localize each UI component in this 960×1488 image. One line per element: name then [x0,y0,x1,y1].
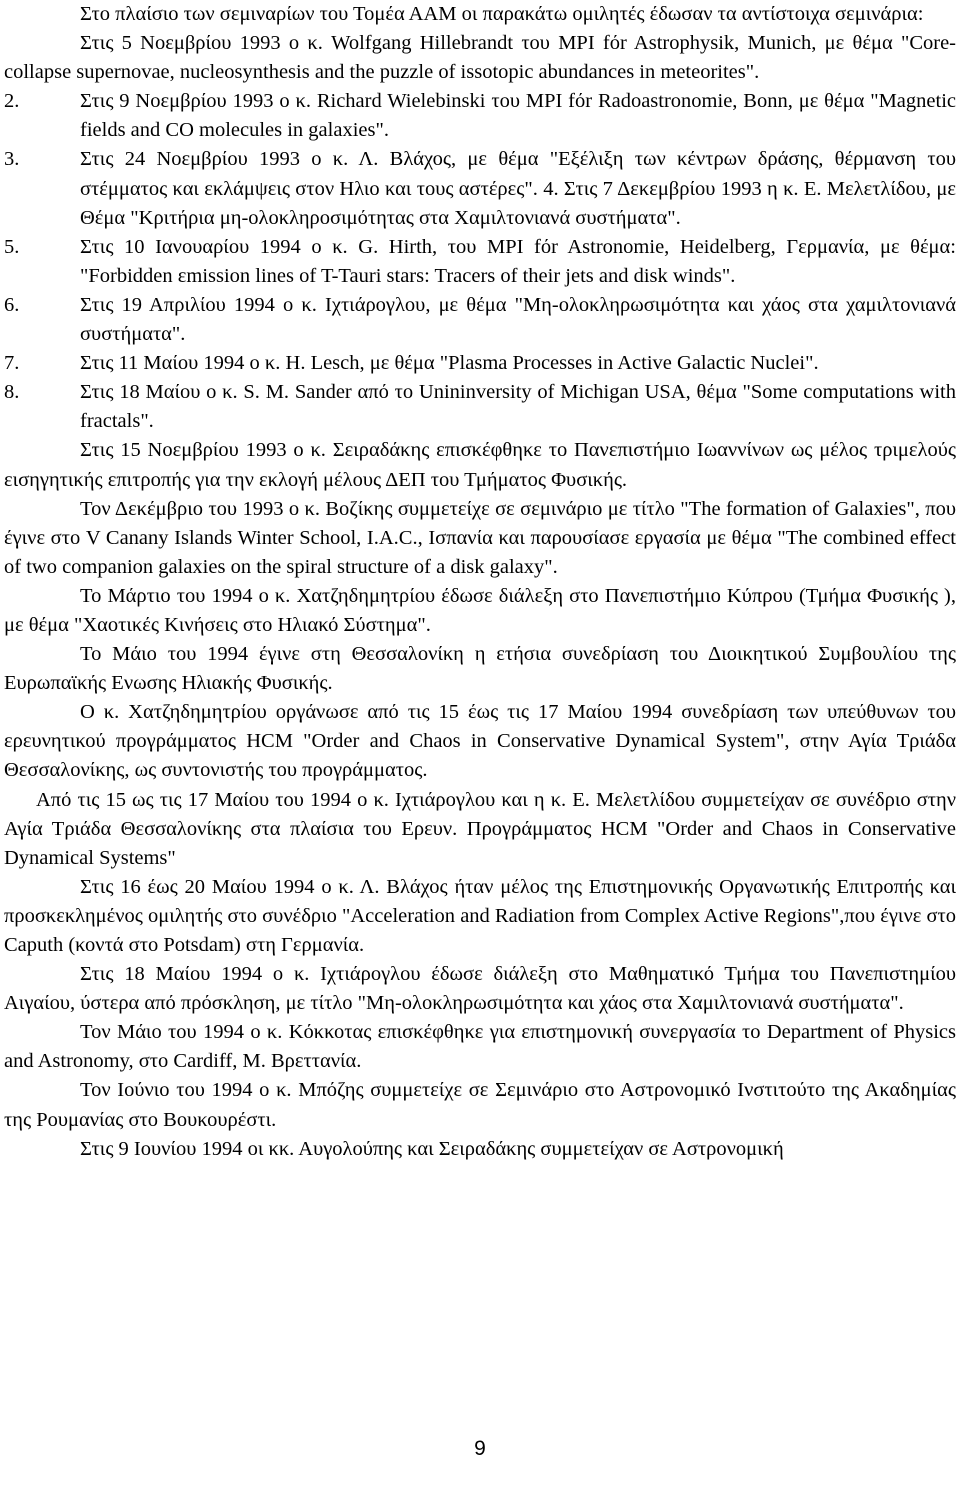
item-number: 7. [4,352,20,375]
seminar-item-2 [4,87,956,145]
item-number: 3. [4,148,20,171]
paragraph-11: Στις 9 Ιουνίου 1994 οι κκ. Αυγολούπης και Σειραδάκης συμμετείχαν σε Αστρονομική [80,1137,784,1160]
paragraph-3: Το Μάρτιο του 1994 ο κ. Χατζηδημητρίου έδωσε διάλεξη στο Πανεπιστήμιο Κύπρου (Τμήμα Φυσικής ), με θέμα "Χαοτικές Κινήσεις στο Ηλιακό Σύστημα". [4,584,956,636]
paragraph-10: Τον Ιούνιο του 1994 ο κ. Μπόζης συμμετείχε σε Σεμινάριο στο Αστρονομικό Ινστιτούτο της Ακαδημίας της Ρουμανίας στο Βουκουρέστι. [4,1079,956,1131]
paragraph-5: Ο κ. Χατζηδημητρίου οργάνωσε από τις 15 έως τις 17 Μαίου 1994 συνεδρίαση των υπεύθυνων του ερευνητικού προγράμματος HCM "Order and Chaos in Conservative Dynamical System", στην Αγία Τριάδα Θεσσαλονίκης, ως συντονιστής του προγράμματος. [4,701,956,782]
paragraph-9: Τον Μάιο του 1994 ο κ. Κόκκοτας επισκέφθηκε για επιστημονική συνεργασία το Department of Physics and Astronomy, στο Cardiff, M. Βρεττανία. [4,1021,956,1073]
item-text: Στις 11 Μαίου 1994 ο κ. H. Lesch, με θέμα "Plasma Processes in Active Galactic Nuclei". [80,352,819,375]
item-text: Στις 10 Ιανουαρίου 1994 ο κ. G. Hirth, του MPI fόr Astronomie, Heidelberg, Γερμανία, με θέμα: "Forbidden εmission lines of T-Tauri stars: Tracers of their jets and disk winds". [80,235,956,287]
seminar-item-3 [4,145,956,232]
seminar-item-7 [4,349,956,378]
paragraph-8: Στις 18 Μαίου 1994 ο κ. Ιχτιάρογλου έδωσε διάλεξη στο Μαθηματικό Τμήμα του Πανεπιστημίου Αιγαίου, ύστερα από πρόσκληση, με τίτλο "Μη-ολοκληρωσιμότητα και χάος στα Χαμιλτονιανά συστήματα". [4,963,956,1015]
seminar-item-6 [4,291,956,349]
item-number: 2. [4,90,20,113]
paragraph-2: Τον Δεκέμβριο του 1993 ο κ. Βοζίκης συμμετείχε σε σεμινάριο με τίτλο "The formation of Galaxies", που έγινε στο V Canany Islands Winter School, I.A.C., Ισπανία και παρουσίασε εργασία με θέμα "The combined effect of two companion galaxies on the spiral structure of a disk galaxy". [4,497,956,578]
paragraph-7: Στις 16 έως 20 Μαίου 1994 ο κ. Λ. Βλάχος ήταν μέλος της Επιστημονικής Οργανωτικής Επιτροπής και προσκεκλημένος ομιλητής στο συνέδριο "Acceleration and Radiation from Complex Active Regions",που έγινε στο Caputh (κοντά στο Potsdam) στη Γερμανία. [4,875,956,956]
item-text: Στις 19 Απριλίου 1994 ο κ. Ιχτιάρογλου, με θέμα "Μη-ολοκληρωσιμότητα και χάος στα χαμιλτονιανά συστήματα". [80,293,956,346]
page-number: 9 [474,1437,486,1460]
item-number: 6. [4,293,20,316]
item-text: Στις 24 Νοεμβρίου 1993 ο κ. Λ. Βλάχος, με θέμα "Εξέλιξη των κέντρων δράσης, θέρμανση του στέμματος και εκλάμψεις στον Ηλιο και τους αστέρες". 4. Στις 7 Δεκεμβρίου 1993 η κ. Ε. Μελετλίδου, με Θέμα "Κριτήρια μη-ολοκληροσιμότητας στα Χαμιλτονιανά συστήματα". [80,148,956,229]
paragraph-1: Στις 15 Νοεμβρίου 1993 ο κ. Σειραδάκης επισκέφθηκε το Πανεπιστήμιο Ιωαννίνων ως μέλος τριμελούς εισηγητικής επιτροπής για την εκλογή μέλους ΔΕΠ του Τμήματος Φυσικής. [4,439,956,491]
item-text: Στις 9 Νοεμβρίου 1993 ο κ. Richard Wielebinski του MPI fόr Radoastronomie, Bonn, με θέμα "Magnetic fields and CO molecules in galaxies". [80,90,956,142]
seminar-item-5 [4,233,956,291]
item-text: Στις 18 Μαίου ο κ. S. M. Sander από το Unininversity of Michigan USA, θέμα "Some computations with fractals". [80,381,956,433]
paragraph-6: Από τις 15 ως τις 17 Μαίου του 1994 ο κ. Ιχτιάρογλου και η κ. Ε. Μελετλίδου συμμετείχαν σε συνέδριο στην Αγία Τριάδα Θεσσαλονίκης στα πλαίσια του Ερευν. Προγράμματος HCM "Order and Chaos in Conservative Dynamical Systems" [4,788,956,869]
item-number: 5. [4,235,20,258]
document-body [4,0,956,1164]
item-number: 8. [4,381,20,404]
paragraph-4: Το Μάιο του 1994 έγινε στη Θεσσαλονίκη η ετήσια συνεδρίαση του Διοικητικού Συμβουλίου της Ευρωπαϊκής Ενωσης Ηλιακής Φυσικής. [4,643,956,695]
seminar-item-8 [4,378,956,436]
seminar-item-1: Στις 5 Νοεμβρίου 1993 ο κ. Wolfgang Hillebrandt του MPI fόr Astrophysik, Munich, με θέμα "Core-collapse supernovae, nucleosynthesis and the puzzle of issotopic abundances in meteorites". [4,32,956,84]
intro-paragraph: Στο πλαίσιο των σεμιναρίων του Τομέα ΑΑΜ οι παρακάτω ομιλητές έδωσαν τα αντίστοιχα σεμινάρια: [80,3,924,25]
